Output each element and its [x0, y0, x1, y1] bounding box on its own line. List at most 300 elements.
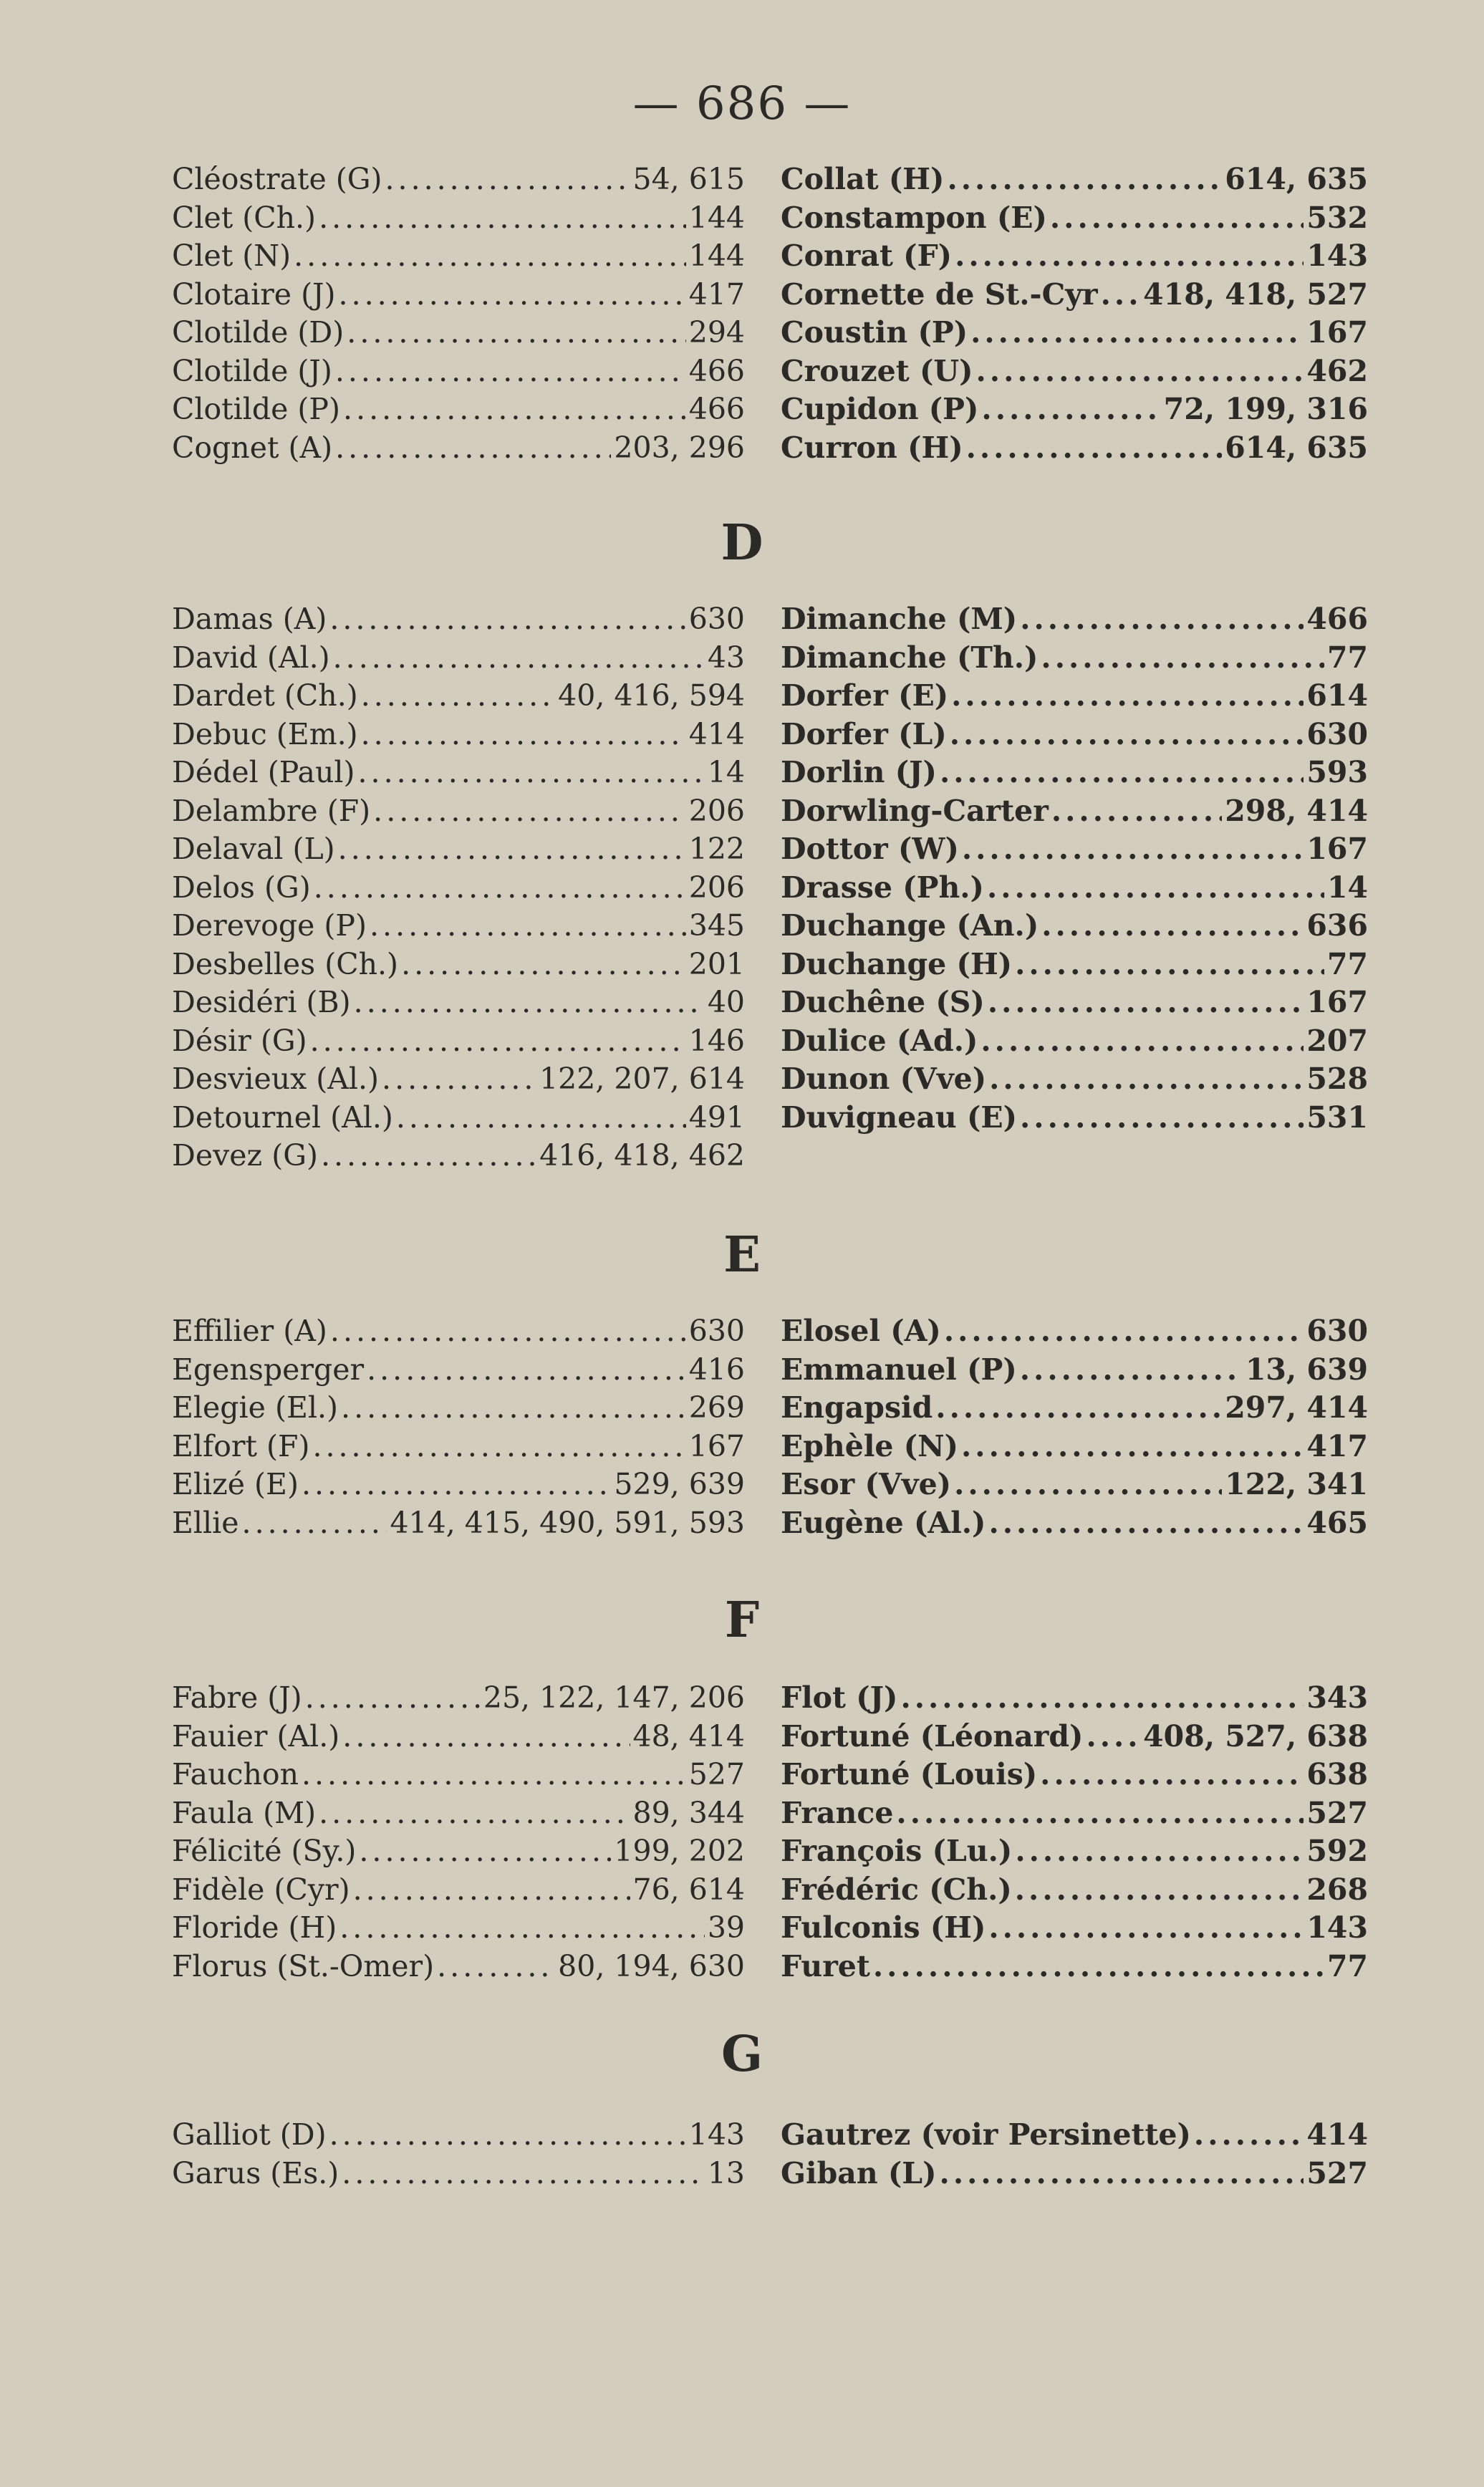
index-entry	[172, 1796, 745, 1834]
index-entry	[781, 201, 1368, 239]
entry-pages: 529, 639	[614, 1467, 745, 1501]
entry-pages: 206	[688, 793, 745, 828]
index-entry	[781, 1390, 1368, 1429]
entry-pages: 416	[688, 1352, 745, 1387]
index-entry	[781, 1429, 1368, 1468]
entry-pages: 408, 527, 638	[1143, 1718, 1368, 1754]
entry-pages: 77	[1326, 640, 1368, 675]
section-heading-e: E	[723, 1226, 761, 1284]
entry-name: Elosel (A)	[781, 1314, 941, 1348]
entry-name: Dédel (Paul)	[172, 755, 355, 789]
dot-leader	[319, 201, 686, 235]
entry-name: Debuc (Em.)	[172, 716, 358, 751]
dot-leader	[396, 1100, 686, 1135]
index-entry	[781, 1796, 1368, 1834]
index-entry	[172, 1062, 745, 1100]
dot-leader	[1015, 1834, 1304, 1868]
entry-name: Egensperger	[172, 1352, 365, 1387]
dot-leader	[359, 1834, 611, 1868]
index-column-right	[781, 1314, 1368, 1544]
entry-name: Flot (J)	[781, 1680, 898, 1715]
index-entry	[781, 678, 1368, 717]
index-entry	[172, 1467, 745, 1506]
index-entry	[781, 870, 1368, 909]
dot-leader	[335, 354, 686, 388]
entry-pages: 414	[688, 716, 745, 751]
entry-name: Garus (Es.)	[172, 2155, 339, 2190]
entry-pages: 77	[1326, 946, 1368, 981]
index-entry	[172, 1352, 745, 1391]
entry-name: Delos (G)	[172, 870, 311, 905]
dot-leader	[988, 1506, 1304, 1540]
index-entry	[781, 947, 1368, 986]
entry-name: Clet (N)	[172, 239, 292, 273]
entry-pages: 527	[1306, 1795, 1368, 1830]
entry-pages: 592	[1306, 1834, 1368, 1868]
index-column-left	[172, 1314, 745, 1544]
dot-leader	[302, 1467, 611, 1501]
dot-leader	[329, 602, 685, 636]
section-heading-d: D	[721, 514, 763, 572]
index-entry	[172, 354, 745, 393]
index-entry	[781, 315, 1368, 354]
dot-leader	[339, 277, 686, 312]
entry-name: Duchêne (S)	[781, 985, 985, 1019]
entry-name: Floride (H)	[172, 1910, 337, 1945]
dot-leader	[1086, 1719, 1140, 1754]
entry-pages: 143	[1306, 1910, 1368, 1945]
entry-name: Duvigneau (E)	[781, 1100, 1018, 1135]
dot-leader	[900, 1680, 1304, 1715]
dot-leader	[1020, 602, 1304, 636]
entry-name: Detournel (Al.)	[172, 1100, 393, 1135]
dot-leader	[385, 162, 630, 196]
entry-name: Dulice (Ad.)	[781, 1023, 978, 1058]
entry-pages: 462	[1306, 353, 1368, 388]
dot-leader	[343, 392, 686, 426]
entry-pages: 614, 635	[1225, 162, 1368, 196]
index-entry	[172, 201, 745, 239]
entry-pages: 167	[1306, 985, 1368, 1019]
entry-pages: 14	[1326, 870, 1368, 905]
entry-name: Dorfer (L)	[781, 716, 947, 751]
index-entry	[781, 1314, 1368, 1352]
dot-leader	[373, 794, 686, 828]
entry-pages: 294	[688, 315, 745, 350]
entry-pages: 40	[707, 985, 745, 1019]
entry-name: Duchange (H)	[781, 946, 1013, 981]
entry-name: Clotaire (J)	[172, 276, 336, 312]
entry-name: Fortuné (Louis)	[781, 1757, 1038, 1791]
index-entry	[781, 908, 1368, 947]
entry-name: Effilier (A)	[172, 1314, 327, 1348]
index-entry	[172, 1314, 745, 1352]
index-column-left	[172, 2117, 745, 2194]
index-entry	[781, 1100, 1368, 1139]
entry-pages: 146	[688, 1023, 745, 1058]
dot-leader	[367, 1352, 686, 1387]
entry-name: Frédéric (Ch.)	[781, 1872, 1012, 1907]
dot-leader	[950, 717, 1304, 751]
index-entry	[781, 1062, 1368, 1100]
entry-name: Eugène (Al.)	[781, 1505, 986, 1540]
dot-leader	[242, 1506, 387, 1540]
index-entry	[172, 1872, 745, 1911]
index-entry	[172, 678, 745, 717]
dot-leader	[1020, 1352, 1243, 1387]
index-entry	[172, 2156, 745, 2195]
entry-pages: 122, 341	[1225, 1467, 1368, 1501]
entry-pages: 630	[688, 1314, 745, 1348]
index-entry	[172, 717, 745, 756]
entry-pages: 466	[688, 392, 745, 426]
entry-pages: 614	[1306, 678, 1368, 713]
entry-name: Furet	[781, 1948, 870, 1983]
dot-leader	[310, 1024, 686, 1058]
entry-name: Fauchon	[172, 1757, 299, 1791]
index-entry	[172, 602, 745, 640]
entry-name: Delaval (L)	[172, 832, 335, 866]
dot-leader	[361, 717, 686, 751]
entry-pages: 199, 202	[614, 1834, 745, 1868]
entry-pages: 122, 207, 614	[539, 1062, 745, 1096]
index-entry	[781, 717, 1368, 756]
entry-name: Fortuné (Léonard)	[781, 1718, 1084, 1754]
index-entry	[781, 1949, 1368, 1988]
dot-leader	[961, 1429, 1304, 1463]
entry-name: Coustin (P)	[781, 315, 968, 350]
entry-name: Clotilde (D)	[172, 315, 344, 350]
index-column-right	[781, 2117, 1368, 2194]
index-entry	[781, 239, 1368, 277]
dot-leader	[1015, 1872, 1304, 1907]
index-entry	[781, 1872, 1368, 1911]
index-entry	[781, 430, 1368, 469]
entry-pages: 466	[688, 353, 745, 388]
dot-leader	[319, 1796, 630, 1830]
index-entry	[172, 1910, 745, 1949]
index-entry	[172, 2117, 745, 2156]
dot-leader	[989, 1062, 1304, 1096]
index-entry	[781, 985, 1368, 1024]
dot-leader	[954, 1467, 1222, 1501]
index-column-right	[781, 1680, 1368, 1987]
dot-leader	[341, 1390, 686, 1425]
entry-pages: 297, 414	[1225, 1390, 1368, 1425]
dot-leader	[980, 1024, 1304, 1058]
index-entry	[781, 392, 1368, 430]
entry-name: Damas (A)	[172, 602, 327, 636]
entry-name: Conrat (F)	[781, 239, 953, 273]
index-entry	[172, 870, 745, 909]
dot-leader	[330, 1314, 686, 1348]
entry-name: Fabre (J)	[172, 1680, 302, 1715]
index-entry	[172, 755, 745, 794]
entry-name: Cupidon (P)	[781, 392, 979, 426]
index-entry	[172, 1024, 745, 1062]
index-entry	[172, 162, 745, 201]
entry-pages: 207	[1306, 1023, 1368, 1058]
index-entry	[781, 2156, 1368, 2195]
entry-pages: 614, 635	[1225, 430, 1368, 465]
entry-name: Emmanuel (P)	[781, 1352, 1017, 1387]
entry-pages: 416, 418, 462	[539, 1138, 745, 1173]
index-column-left	[172, 602, 745, 1177]
dot-leader	[321, 1138, 536, 1173]
dot-leader	[987, 870, 1324, 905]
entry-pages: 143	[688, 2117, 745, 2152]
index-entry	[172, 1138, 745, 1177]
entry-pages: 13	[707, 2155, 745, 2190]
index-entry	[172, 947, 745, 986]
index-entry	[172, 832, 745, 870]
dot-leader	[1194, 2117, 1304, 2152]
index-column-right	[781, 162, 1368, 468]
entry-name: Fulconis (H)	[781, 1910, 986, 1945]
entry-pages: 72, 199, 316	[1163, 392, 1368, 426]
entry-name: Cornette de St.-Cyr	[781, 276, 1098, 312]
dot-leader	[382, 1062, 536, 1096]
page-number: — 686 —	[632, 77, 852, 130]
entry-name: Duchange (An.)	[781, 908, 1039, 943]
entry-name: Cognet (A)	[172, 430, 333, 465]
entry-name: Giban (L)	[781, 2155, 937, 2190]
entry-name: Dorlin (J)	[781, 755, 937, 789]
entry-name: Desidéri (B)	[172, 985, 351, 1019]
entry-name: Elfort (F)	[172, 1428, 310, 1463]
entry-pages: 527	[688, 1757, 745, 1791]
index-entry	[781, 602, 1368, 640]
index-entry	[172, 315, 745, 354]
entry-name: France	[781, 1795, 894, 1830]
dot-leader	[962, 832, 1304, 866]
entry-name: Faula (M)	[172, 1795, 317, 1830]
entry-pages: 345	[688, 908, 745, 943]
index-entry	[172, 239, 745, 277]
entry-name: Fidèle (Cyr)	[172, 1872, 350, 1907]
dot-leader	[976, 354, 1304, 388]
dot-leader	[935, 1390, 1222, 1425]
dot-leader	[329, 2117, 686, 2152]
index-entry	[172, 985, 745, 1024]
entry-pages: 418, 418, 527	[1143, 276, 1368, 312]
entry-pages: 40, 416, 594	[558, 678, 745, 713]
entry-name: Dorfer (E)	[781, 678, 949, 713]
entry-pages: 414, 415, 490, 591, 593	[390, 1505, 745, 1540]
index-entry	[172, 1834, 745, 1872]
entry-pages: 269	[688, 1390, 745, 1425]
dot-leader	[970, 315, 1304, 350]
dot-leader	[294, 239, 686, 273]
entry-pages: 14	[707, 755, 745, 789]
dot-leader	[1041, 908, 1304, 943]
entry-pages: 77	[1326, 1948, 1368, 1983]
dot-leader	[1051, 794, 1222, 828]
entry-name: Elegie (El.)	[172, 1390, 339, 1425]
index-entry	[172, 1949, 745, 1988]
index-entry	[172, 1390, 745, 1429]
entry-pages: 167	[1306, 832, 1368, 866]
entry-name: Dunon (Vve)	[781, 1062, 987, 1096]
index-entry	[781, 832, 1368, 870]
dot-leader	[955, 239, 1304, 273]
entry-pages: 25, 122, 147, 206	[483, 1680, 745, 1715]
entry-pages: 298, 414	[1225, 793, 1368, 828]
index-entry	[781, 354, 1368, 393]
dot-leader	[940, 755, 1304, 789]
index-entry	[781, 1910, 1368, 1949]
entry-pages: 638	[1306, 1757, 1368, 1791]
index-entry	[781, 794, 1368, 832]
entry-pages: 201	[688, 946, 745, 981]
index-entry	[172, 1719, 745, 1758]
entry-name: Ephèle (N)	[781, 1428, 959, 1463]
dot-leader	[353, 1872, 630, 1907]
entry-name: Désir (G)	[172, 1023, 307, 1058]
index-entry	[172, 1506, 745, 1544]
entry-pages: 593	[1306, 755, 1368, 789]
entry-name: Clotilde (P)	[172, 392, 340, 426]
dot-leader	[342, 2156, 705, 2190]
dot-leader	[361, 678, 555, 713]
entry-pages: 630	[1306, 1314, 1368, 1348]
entry-name: Fauier (Al.)	[172, 1718, 340, 1754]
dot-leader	[873, 1949, 1324, 1983]
entry-pages: 144	[688, 239, 745, 273]
dot-leader	[966, 430, 1223, 465]
dot-leader	[1050, 201, 1304, 235]
entry-name: Ellie	[172, 1505, 239, 1540]
index-entry	[781, 1352, 1368, 1391]
dot-leader	[940, 2156, 1304, 2190]
index-entry	[781, 1834, 1368, 1872]
index-entry	[781, 162, 1368, 201]
dot-leader	[1020, 1100, 1304, 1135]
index-column-right	[781, 602, 1368, 1138]
index-entry	[172, 908, 745, 947]
dot-leader	[338, 832, 686, 866]
section-heading-f: F	[724, 1592, 760, 1649]
entry-name: Engapsid	[781, 1390, 933, 1425]
entry-pages: 465	[1306, 1505, 1368, 1540]
index-entry	[781, 1719, 1368, 1758]
entry-pages: 636	[1306, 908, 1368, 943]
entry-pages: 13, 639	[1245, 1352, 1368, 1387]
entry-pages: 630	[688, 602, 745, 636]
index-entry	[172, 277, 745, 316]
entry-pages: 54, 615	[632, 162, 745, 196]
dot-leader	[988, 1910, 1304, 1945]
entry-name: Collat (H)	[781, 162, 945, 196]
index-entry	[781, 755, 1368, 794]
dot-leader	[305, 1680, 481, 1715]
entry-pages: 167	[1306, 315, 1368, 350]
index-entry	[781, 2117, 1368, 2156]
dot-leader	[951, 678, 1304, 713]
dot-leader	[335, 430, 611, 465]
dot-leader	[354, 985, 705, 1019]
entry-pages: 528	[1306, 1062, 1368, 1096]
entry-pages: 466	[1306, 602, 1368, 636]
index-entry	[781, 640, 1368, 679]
entry-pages: 122	[688, 832, 745, 866]
entry-name: Constampon (E)	[781, 200, 1047, 235]
entry-name: Crouzet (U)	[781, 353, 973, 388]
dot-leader	[1040, 1757, 1304, 1791]
index-column-left	[172, 1680, 745, 1987]
dot-leader	[333, 640, 705, 675]
index-entry	[781, 277, 1368, 316]
entry-name: Clotilde (J)	[172, 353, 332, 388]
dot-leader	[988, 985, 1304, 1019]
entry-name: Drasse (Ph.)	[781, 870, 984, 905]
entry-name: Clet (Ch.)	[172, 200, 317, 235]
dot-leader	[944, 1314, 1304, 1348]
index-entry	[172, 794, 745, 832]
index-entry	[781, 1680, 1368, 1719]
index-entry	[172, 1429, 745, 1468]
entry-name: Galliot (D)	[172, 2117, 327, 2152]
entry-name: Devez (G)	[172, 1138, 318, 1173]
index-entry	[781, 1757, 1368, 1796]
entry-name: Elizé (E)	[172, 1467, 299, 1501]
entry-name: Dardet (Ch.)	[172, 678, 358, 713]
dot-leader	[1015, 947, 1324, 981]
dot-leader	[896, 1796, 1304, 1830]
entry-name: François (Lu.)	[781, 1834, 1013, 1868]
entry-pages: 417	[1306, 1428, 1368, 1463]
entry-name: Dorwling-Carter	[781, 793, 1049, 828]
dot-leader	[401, 947, 686, 981]
dot-leader	[981, 392, 1160, 426]
index-entry	[172, 392, 745, 430]
entry-pages: 491	[688, 1100, 745, 1135]
entry-name: David (Al.)	[172, 640, 330, 675]
entry-name: Félicité (Sy.)	[172, 1834, 357, 1868]
dot-leader	[370, 908, 686, 943]
entry-pages: 203, 296	[614, 430, 745, 465]
section-heading-g: G	[721, 2026, 763, 2083]
entry-pages: 48, 414	[632, 1718, 745, 1754]
index-entry	[781, 1024, 1368, 1062]
index-entry	[781, 1506, 1368, 1544]
dot-leader	[947, 162, 1222, 196]
dot-leader	[1101, 277, 1141, 312]
entry-pages: 144	[688, 200, 745, 235]
index-entry	[172, 1757, 745, 1796]
entry-pages: 527	[1306, 2155, 1368, 2190]
entry-name: Dimanche (Th.)	[781, 640, 1039, 675]
dot-leader	[314, 870, 686, 905]
entry-pages: 206	[688, 870, 745, 905]
entry-pages: 630	[1306, 716, 1368, 751]
entry-name: Curron (H)	[781, 430, 963, 465]
entry-name: Dimanche (M)	[781, 602, 1018, 636]
entry-name: Desbelles (Ch.)	[172, 946, 399, 981]
entry-pages: 532	[1306, 200, 1368, 235]
entry-name: Dottor (W)	[781, 832, 959, 866]
entry-pages: 80, 194, 630	[558, 1948, 745, 1983]
dot-leader	[437, 1949, 555, 1983]
entry-pages: 39	[707, 1910, 745, 1945]
entry-name: Derevoge (P)	[172, 908, 367, 943]
dot-leader	[339, 1910, 705, 1945]
entry-pages: 89, 344	[632, 1795, 745, 1830]
dot-leader	[358, 755, 705, 789]
entry-pages: 43	[707, 640, 745, 675]
entry-pages: 343	[1306, 1680, 1368, 1715]
index-column-left	[172, 162, 745, 468]
